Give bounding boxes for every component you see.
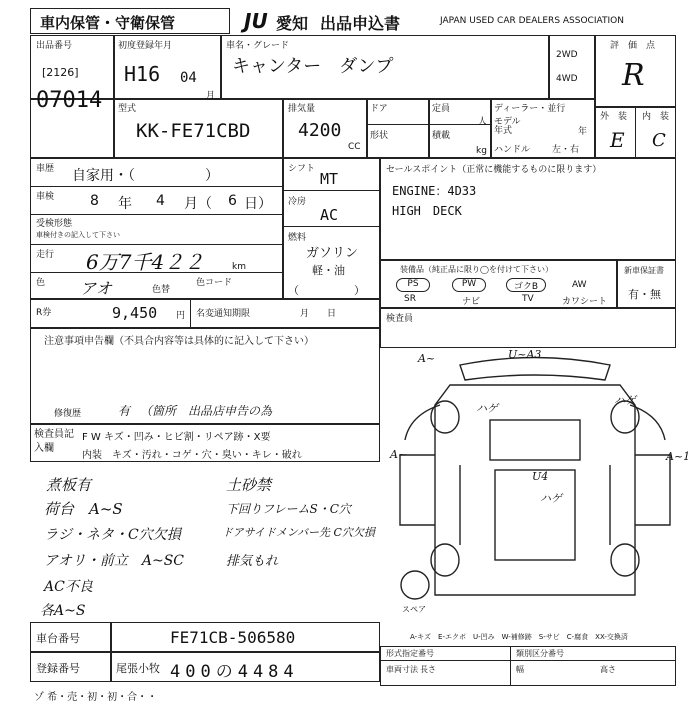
dealer-label: ディーラー・並行 bbox=[494, 104, 566, 114]
equip-pw: PW bbox=[452, 278, 486, 292]
displacement-unit: CC bbox=[348, 142, 361, 152]
ac-value: AC bbox=[320, 206, 339, 224]
selling-point-1: ENGINE：4D33 bbox=[392, 184, 477, 198]
fuel-value: ガソリン bbox=[306, 246, 359, 261]
transfer-unit: 月 日 bbox=[300, 309, 337, 319]
storage-title: 車内保管・守衛保管 bbox=[40, 14, 176, 32]
assoc-name: JAPAN USED CAR DEALERS ASSOCIATION bbox=[440, 16, 624, 26]
recycle-value: 9,450 bbox=[112, 304, 158, 322]
inspection-year: 8 bbox=[90, 193, 99, 209]
equip-sr: SR bbox=[404, 294, 416, 304]
shift-value: MT bbox=[320, 170, 339, 188]
length-sub: 長さ bbox=[420, 665, 436, 674]
car-name: キャンター ダンプ bbox=[232, 56, 394, 77]
reg-label: 登録番号 bbox=[36, 662, 80, 675]
lot-label: 出品番号 bbox=[36, 41, 73, 51]
warranty-label: 新車保証書 bbox=[624, 266, 664, 275]
month-unit: 月 bbox=[206, 91, 216, 101]
exterior-value: E bbox=[610, 128, 625, 152]
equip-navi: ナビ bbox=[462, 297, 481, 307]
mark-a: A~ bbox=[418, 352, 436, 365]
nocert-note: 車検付きの記入して下さい bbox=[36, 231, 120, 239]
lot-sub: [2126] bbox=[42, 66, 79, 79]
name-label: 車名・グレード bbox=[226, 41, 290, 51]
diagram-body-top bbox=[435, 385, 635, 595]
color-label: 色 bbox=[36, 278, 46, 288]
usage-label: 車歴 bbox=[36, 164, 55, 174]
hand-note-2: 荷台 A~S bbox=[44, 500, 123, 518]
inspection-day: 6 bbox=[228, 193, 237, 209]
displacement-label: 排気量 bbox=[288, 104, 316, 114]
inspection-day-unit: 日） bbox=[244, 196, 272, 212]
load-unit: kg bbox=[476, 146, 487, 156]
mileage-unit: km bbox=[232, 262, 246, 272]
model-label: 型式 bbox=[118, 104, 137, 114]
hand-note-3: ラジ・ネタ・C穴欠損 bbox=[44, 527, 181, 543]
inspection-year-unit: 年 bbox=[118, 196, 132, 212]
repair-value: 有 bbox=[118, 404, 131, 418]
capacity-unit: 人 bbox=[478, 117, 488, 127]
era-year: H16 bbox=[124, 62, 161, 86]
selling-points-label: セールスポイント（正常に機能するものに限ります） bbox=[386, 165, 602, 175]
mark-u4: U4 bbox=[532, 470, 549, 483]
form-title: 出品申込書 bbox=[320, 14, 401, 33]
ju-logo: JU bbox=[244, 9, 268, 33]
hand-note-9: ドアサイドメンバー先 C穴欠損 bbox=[222, 526, 375, 539]
handle-value: 左・右 bbox=[552, 145, 580, 155]
hand-note-1: 煮板有 bbox=[46, 476, 92, 494]
inspection-label: 車検 bbox=[36, 192, 55, 202]
color-value: アオ bbox=[80, 279, 112, 298]
length-label: 車両寸法 bbox=[386, 665, 418, 674]
check-interior: 内装 キズ・汚れ・コゲ・穴・臭い・キレ・破れ bbox=[82, 450, 302, 461]
equip-gokub: ゴクB bbox=[506, 278, 546, 292]
hand-note-10: 排気もれ bbox=[226, 554, 279, 569]
interior-label: 内 装 bbox=[642, 112, 670, 122]
inspection-month-unit: 月（ bbox=[184, 196, 212, 212]
ac-label: 冷房 bbox=[288, 197, 307, 207]
bottom-row: ゾ 希・売・初・初・合・・ bbox=[34, 692, 158, 703]
load-label: 積載 bbox=[432, 131, 451, 141]
mark-hage-3: ハゲ bbox=[540, 492, 562, 505]
color-change-label: 色替 bbox=[152, 285, 171, 295]
grade-value: R bbox=[622, 58, 645, 93]
equip-aw: AW bbox=[572, 280, 587, 290]
model-year-label: モデル年式 bbox=[494, 117, 521, 136]
recycle-unit: 円 bbox=[176, 311, 186, 321]
first-reg-label: 初度登録年月 bbox=[118, 41, 173, 51]
nocert-label: 受検形態 bbox=[36, 219, 73, 229]
usage-value: 自家用・（ ） bbox=[72, 168, 219, 184]
handle-label: ハンドル bbox=[494, 145, 531, 155]
chassis-label: 車台番号 bbox=[36, 632, 80, 645]
diagram-bed bbox=[495, 470, 575, 560]
fuel-value-diesel: 軽・油 bbox=[312, 264, 345, 277]
shift-label: シフト bbox=[288, 164, 316, 174]
fuel-label: 燃料 bbox=[288, 233, 307, 243]
check-label: 検査員記入欄 bbox=[34, 429, 74, 454]
mark-hage-2: ハゲ bbox=[614, 394, 636, 407]
reg-month: 04 bbox=[180, 70, 197, 86]
hand-note-8: 下回りフレームS・C穴 bbox=[226, 502, 351, 516]
displacement-value: 4200 bbox=[298, 120, 342, 141]
repair-detail: （箇所 出品店申告の為 bbox=[140, 404, 273, 418]
equip-tv: TV bbox=[522, 294, 534, 304]
mark-hage-1: ハゲ bbox=[476, 402, 498, 415]
capacity-label: 定員 bbox=[432, 104, 451, 114]
warranty-value: 有・無 bbox=[628, 288, 661, 301]
exterior-label: 外 装 bbox=[600, 112, 628, 122]
diagram-cabin bbox=[490, 420, 580, 460]
hand-note-7: 土砂禁 bbox=[226, 476, 272, 494]
damage-legend: A-キズ E-エクボ U-凹み W-補修跡 S-サビ C-腐食 XX-交換済 bbox=[410, 633, 628, 641]
fuel-bracket: （ ） bbox=[288, 284, 365, 297]
grade-label: 評 価 点 bbox=[610, 41, 656, 51]
check-fw: F W キズ・凹み・ヒビ割・リペア跡・X要 bbox=[82, 432, 271, 443]
model-value: KK-FE71CBD bbox=[136, 120, 251, 142]
mark-u: U~A3 bbox=[508, 348, 542, 361]
mileage-value: 6万7千4２２ bbox=[86, 250, 205, 274]
inspection-month: 4 bbox=[156, 193, 165, 209]
mileage-label: 走行 bbox=[36, 250, 55, 260]
shape-label: 形状 bbox=[370, 131, 389, 141]
equipment-label: 装備品（純正品に限り◯を付けて下さい） bbox=[400, 265, 553, 274]
repair-label: 修復歴 bbox=[54, 409, 82, 419]
height-sub: 高さ bbox=[600, 665, 616, 674]
year-unit: 年 bbox=[578, 127, 588, 137]
recycle-label: R券 bbox=[36, 308, 52, 318]
interior-value: C bbox=[652, 130, 666, 151]
inspector-label: 検査員 bbox=[386, 314, 414, 324]
mark-a2: A~ bbox=[390, 448, 408, 461]
plate-value: 400の4484 bbox=[170, 662, 299, 682]
spare-label: スペア bbox=[402, 605, 426, 614]
drive-2wd: 2WD bbox=[556, 50, 578, 60]
door-label: ドア bbox=[370, 104, 388, 114]
org-name: 愛知 bbox=[276, 14, 309, 33]
hand-note-5: AC不良 bbox=[44, 579, 93, 595]
transfer-label: 名変通知期限 bbox=[196, 309, 251, 319]
lot-number: 07014 bbox=[36, 88, 103, 113]
chassis-value: FE71CB-506580 bbox=[170, 628, 296, 647]
diagram-spare-wheel bbox=[401, 571, 429, 599]
caution-label: 注意事項申告欄（不具合内容等は具体的に記入して下さい） bbox=[44, 336, 314, 347]
cert-label: 形式指定番号 bbox=[386, 649, 434, 658]
width-sub: 幅 bbox=[516, 665, 524, 674]
drive-4wd: 4WD bbox=[556, 74, 578, 84]
inspector-box bbox=[380, 308, 676, 348]
selling-point-2: HIGH DECK bbox=[392, 204, 462, 218]
hand-note-6: 各A~S bbox=[40, 603, 86, 619]
mark-a3: A~1 bbox=[666, 450, 691, 463]
class-label: 類別区分番号 bbox=[516, 649, 564, 658]
equip-leather: カワシート bbox=[562, 297, 608, 307]
hand-note-4: アオリ・前立 A~SC bbox=[44, 553, 185, 569]
plate-label: 尾張小牧 bbox=[116, 662, 160, 675]
equip-ps: PS bbox=[396, 278, 430, 292]
color-code-label: 色コード bbox=[196, 278, 233, 288]
